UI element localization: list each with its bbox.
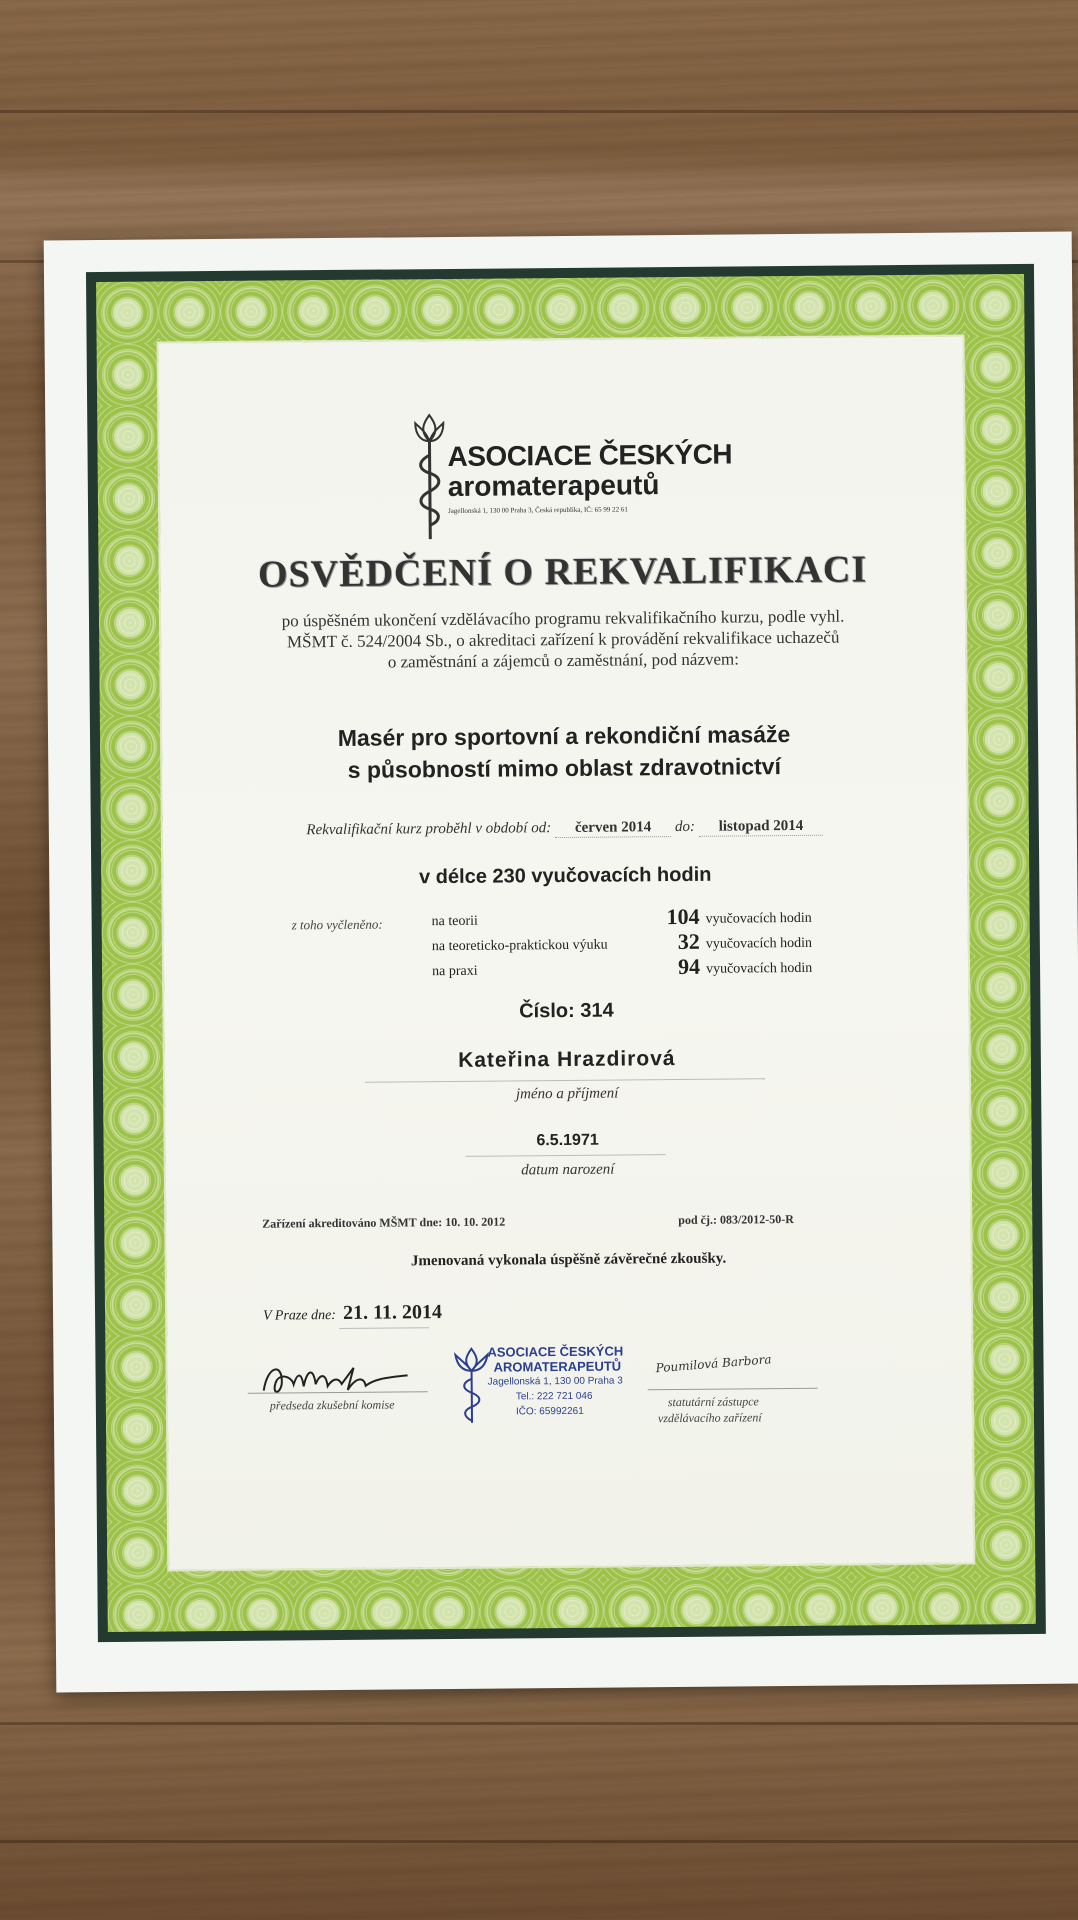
wood-plank-seam [0,1840,1078,1843]
certificate-body [159,336,974,1569]
stamp-line: AROMATERAPEUTŮ [493,1358,622,1375]
period-from-label: Rekvalifikační kurz proběhl v období od: [306,820,552,839]
holder-birth-label: datum narození [521,1161,615,1179]
period-to-value: listopad 2014 [699,818,824,837]
association-logo [409,405,733,548]
course-name-line2: s působností mimo oblast zdravotnictví [347,753,782,783]
intro-text: po úspěšném ukončení vzdělávacího programu rekvalifikačního kurzu, podle vyhl. MŠMT č. 524/2004 Sb., o akreditaci zařízení k provádění rekvalifikace uchazečů o zaměstnání a zájemců o zaměstnání, pod názvem: [281,606,845,672]
director-label-1: statutární zástupce [667,1394,759,1410]
chairman-label: předseda zkušební komise [269,1397,395,1413]
certificate-title: OSVĚDČENÍ O REKVALIFIKACI [257,548,868,596]
accreditation-text: Zařízení akreditováno MŠMT dne: 10. 10. 2012 [262,1214,506,1231]
holder-birth-date: 6.5.1971 [536,1131,599,1150]
certificate-number: Číslo: 314 [519,999,614,1023]
course-name-line1: Masér pro sportovní a rekondiční masáže [337,721,791,751]
breakdown-row-unit: vyučovacích hodin [705,910,812,927]
certificate-paper [44,232,1078,1693]
place-date-value: 21. 11. 2014 [342,1301,443,1324]
date-underline [339,1327,429,1329]
director-label-2: vzdělávacího zařízení [657,1410,762,1426]
breakdown-row-hours: 32 [677,928,700,955]
course-duration: v délce 230 vyučovacích hodin [418,863,712,889]
exam-note: Jmenovaná vykonala úspěšně závěrečné zkoušky. [410,1250,727,1270]
birth-underline [466,1154,666,1157]
breakdown-row-name: na teoreticko-praktickou výuku [431,937,608,955]
breakdown-row-name: na praxi [432,963,478,980]
director-signature-line [648,1388,818,1390]
logo-name-line2: aromaterapeutů [447,469,660,502]
breakdown-label: z toho vyčleněno: [291,916,383,933]
stamp-line: IČO: 65992261 [515,1405,584,1418]
course-period [163,816,967,841]
holder-name: Kateřina Hrazdirová [458,1047,676,1072]
certificate-frame [86,264,1046,1642]
place-date-label: V Praze dne: [263,1308,336,1324]
lotus-caduceus-icon [409,407,450,547]
breakdown-row-hours: 94 [677,953,701,980]
period-from-value: červen 2014 [555,819,671,838]
logo-name-line1: ASOCIACE ČESKÝCH [447,438,733,472]
breakdown-row-name: na teorii [431,913,478,930]
holder-name-label: jméno a příjmení [515,1085,619,1103]
association-stamp [487,1343,623,1419]
stamp-line: Tel.: 222 721 046 [515,1390,593,1403]
breakdown-row-unit: vyučovacích hodin [706,960,813,977]
stamp-line: Jagellonská 1, 130 00 Praha 3 [487,1375,623,1388]
stamp-logo-icon [451,1345,492,1425]
course-name [162,716,967,787]
wood-plank-seam [0,110,1078,113]
breakdown-row-unit: vyučovacích hodin [705,935,813,952]
period-to-label: do: [674,818,695,836]
stamp-line: ASOCIACE ČESKÝCH [487,1343,624,1360]
accreditation-ref: pod čj.: 083/2012-50-R [678,1212,794,1228]
guilloche-border [96,274,1036,1632]
wood-plank-seam [0,1722,1078,1725]
logo-address: Jagellonská 1, 130 00 Praha 3, Česká republika, IČ: 65 99 22 61 [448,505,628,515]
breakdown-row-hours: 104 [666,903,700,930]
chairman-signature-icon [257,1353,417,1400]
director-signature: Poumilová Barbora [655,1352,772,1376]
name-underline [365,1078,765,1082]
